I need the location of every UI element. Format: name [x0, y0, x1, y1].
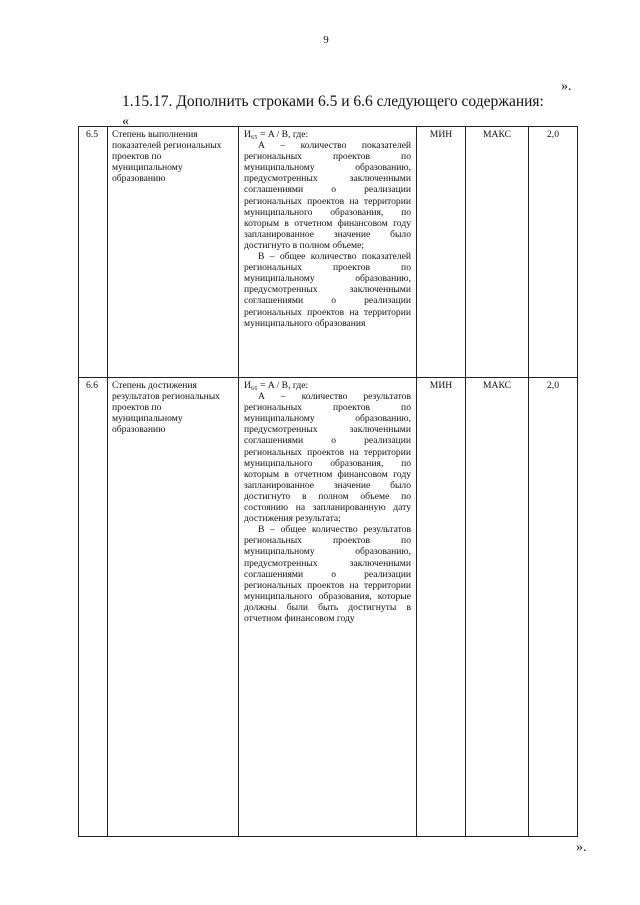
formula-param-b: В – общее количество показателей региональных проектов по муниципальному образованию, предусмотренных заключенными соглашениями о реализации региональных проектов на территории муниципального образования [244, 251, 411, 329]
row-number: 6.6 [79, 378, 108, 837]
min-value: МИН [417, 378, 466, 837]
indicator-formula-cell [239, 127, 417, 378]
weight-value: 2,0 [529, 127, 578, 378]
table-row [79, 378, 578, 837]
closing-quote-top: ». [561, 79, 572, 94]
row-number: 6.5 [79, 127, 108, 378]
closing-quote-bottom: ». [576, 840, 587, 855]
formula-param-b: В – общее количество результатов региональных проектов по муниципальному образованию, предусмотренных заключенными соглашениями о реализации региональных проектов на территории муниципального образования, которые должны были быть достигнуты в отчетном финансовом году [244, 524, 411, 624]
formula-param-a: А – количество показателей региональных проектов по муниципальному образованию, предусмотренных заключенными соглашениями о реализации региональных проектов на территории муниципального образования, по которым в отчетном финансовом году запланированное значение было достигнуто в полном объеме; [244, 140, 411, 251]
indicator-name: Степень достижения результатов региональных проектов по муниципальному образованию [108, 378, 239, 837]
indicators-table [78, 126, 578, 837]
formula-param-a: А – количество результатов региональных проектов по муниципальному образованию, предусмотренных заключенными соглашениями о реализации региональных проектов на территории муниципального образования, по которым в отчетном финансовом году запланированное значение было достигнуто в полном объеме по состоянию на запланированную дату достижения результата; [244, 391, 411, 525]
indicator-name: Степень выполнения показателей региональных проектов по муниципальному образованию [108, 127, 239, 378]
formula-line: И₆₅ = A / B, где: [244, 129, 309, 140]
formula-line: И₆₆ = A / B, где: [244, 380, 309, 391]
amendment-heading: 1.15.17. Дополнить строками 6.5 и 6.6 следующего содержания: [122, 93, 544, 110]
min-value: МИН [417, 127, 466, 378]
page-number: 9 [323, 34, 329, 46]
opening-quote: « [122, 114, 129, 129]
table-row [79, 127, 578, 378]
weight-value: 2,0 [529, 378, 578, 837]
max-value: МАКС [466, 127, 529, 378]
indicator-formula-cell [239, 378, 417, 837]
max-value: МАКС [466, 378, 529, 837]
